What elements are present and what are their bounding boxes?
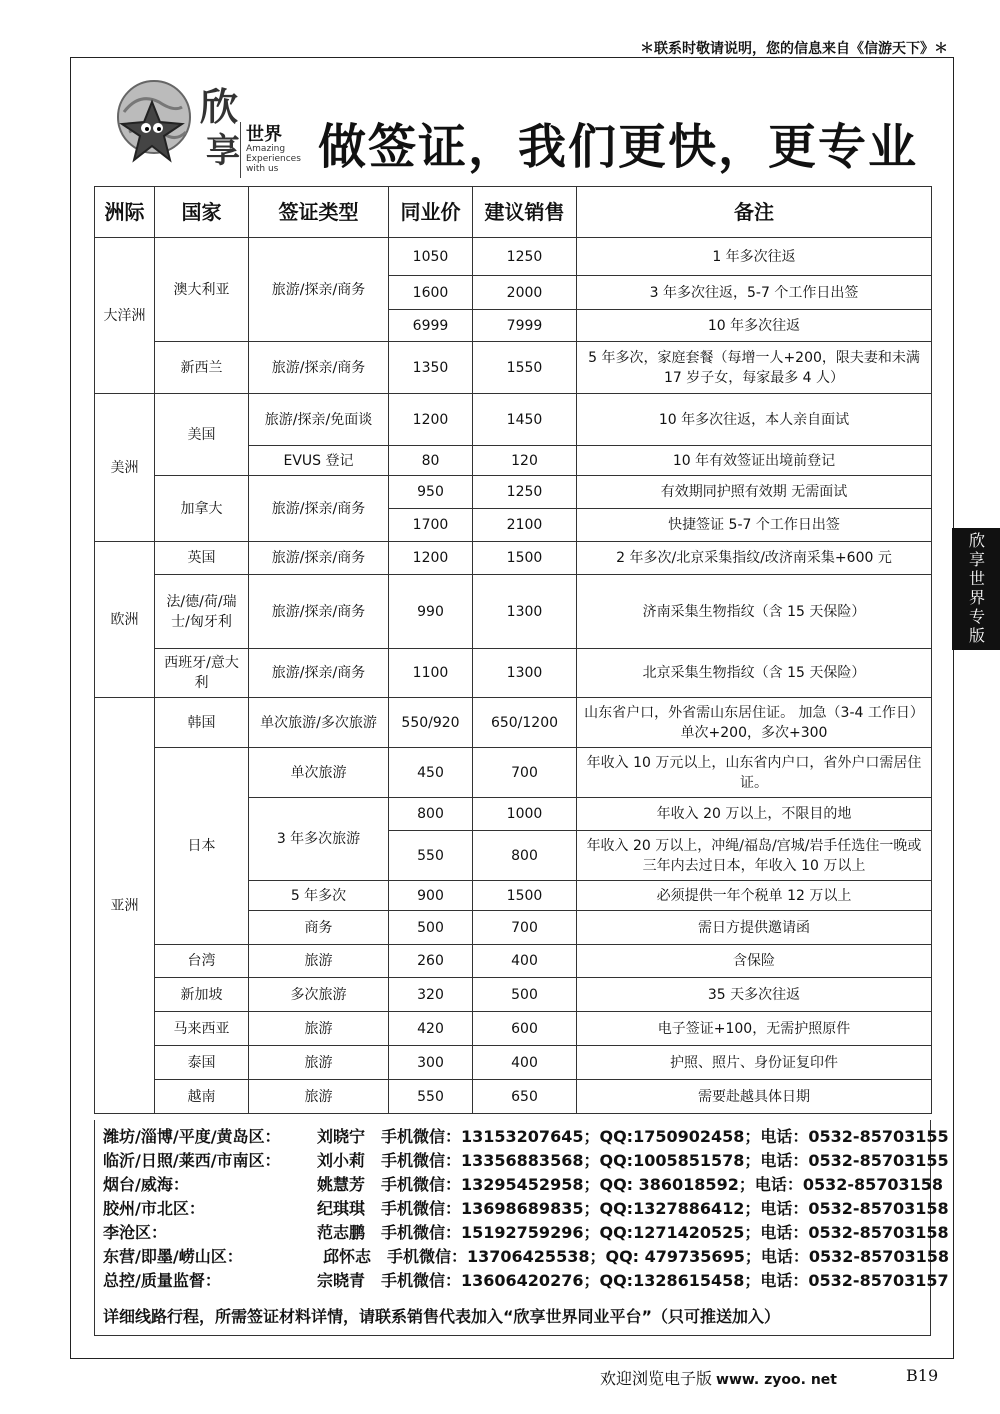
price-cell: 500: [389, 911, 473, 945]
continent-cell: 亚洲: [95, 698, 155, 1114]
side-section-tab: 欣享世界专版: [952, 528, 1000, 650]
country-cell: 韩国: [155, 698, 249, 748]
country-cell: 英国: [155, 542, 249, 575]
remark-cell: 3 年多次往返，5-7 个工作日出签: [577, 276, 932, 310]
country-cell: 法/德/荷/瑞士/匈牙利: [155, 575, 249, 649]
table-row: [95, 649, 932, 698]
country-cell: 越南: [155, 1080, 249, 1114]
table-row: [95, 945, 932, 978]
svg-text:享: 享: [206, 131, 240, 171]
contact-region: 东营/即墨/崂山区：: [103, 1247, 243, 1266]
remark-cell: 含保险: [577, 945, 932, 978]
welcome-text: 欢迎浏览电子版: [600, 1369, 713, 1388]
table-row: [95, 476, 932, 509]
visa-type-cell: 旅游/探亲/商务: [249, 342, 389, 394]
remark-cell: 2 年多次/北京采集指纹/改济南采集+600 元: [577, 542, 932, 575]
price-cell: 80: [389, 446, 473, 476]
contact-list: [94, 1120, 950, 1336]
remark-cell: 10 年有效签证出境前登记: [577, 446, 932, 476]
bottom-welcome: [600, 1366, 837, 1389]
sale-cell: 400: [473, 945, 577, 978]
visa-type-cell: EVUS 登记: [249, 446, 389, 476]
visa-type-cell: 单次旅游/多次旅游: [249, 698, 389, 748]
remark-cell: 10 年多次往返，本人亲自面试: [577, 394, 932, 446]
contact-name: 姚慧芳: [317, 1175, 366, 1194]
remark-cell: 护照、照片、身份证复印件: [577, 1046, 932, 1080]
price-cell: 420: [389, 1012, 473, 1046]
sale-cell: 1250: [473, 238, 577, 276]
remark-cell: 年收入 10 万元以上，山东省内户口，省外户口需居住证。: [577, 748, 932, 798]
table-row: [95, 238, 932, 276]
price-cell: 900: [389, 881, 473, 911]
visa-type-cell: 旅游/探亲/商务: [249, 542, 389, 575]
visa-table: [94, 186, 931, 1114]
header-suggested-price: 建议销售: [473, 187, 577, 238]
header-remarks: 备注: [577, 187, 932, 238]
visa-type-cell: 旅游: [249, 1080, 389, 1114]
contact-info: 手机微信：13606420276；QQ:1328615458；电话：0532-85703157: [381, 1271, 949, 1290]
contact-info: 手机微信：13295452958；QQ: 386018592；电话：0532-85703158: [381, 1175, 944, 1194]
source-note: ＊联系时敬请说明，您的信息来自《信游天下》＊: [640, 41, 948, 57]
price-cell: 6999: [389, 310, 473, 342]
contact-name: 刘晓宁: [317, 1127, 366, 1146]
price-cell: 300: [389, 1046, 473, 1080]
contact-region: 临沂/日照/莱西/市南区：: [103, 1151, 281, 1170]
price-cell: 1200: [389, 542, 473, 575]
contact-region: 潍坊/淄博/平度/黄岛区：: [103, 1127, 281, 1146]
price-cell: 1700: [389, 509, 473, 542]
table-row: [95, 1046, 932, 1080]
sale-cell: 1500: [473, 881, 577, 911]
remark-cell: 北京采集生物指纹（含 15 天保险）: [577, 649, 932, 698]
sale-cell: 1450: [473, 394, 577, 446]
table-row: [95, 342, 932, 394]
sale-cell: 1000: [473, 798, 577, 831]
remark-cell: 电子签证+100，无需护照原件: [577, 1012, 932, 1046]
sale-cell: 700: [473, 911, 577, 945]
header-visa-type: 签证类型: [249, 187, 389, 238]
table-row: [95, 748, 932, 798]
visa-type-cell: 多次旅游: [249, 978, 389, 1012]
sale-cell: 400: [473, 1046, 577, 1080]
sale-cell: 7999: [473, 310, 577, 342]
remark-cell: 需日方提供邀请函: [577, 911, 932, 945]
logo-en-text: Amazing Experiences with us: [246, 144, 301, 174]
logo-cn-text: 世界: [246, 124, 282, 145]
header-trade-price: 同业价: [389, 187, 473, 238]
logo-divider: [240, 122, 241, 178]
price-cell: 950: [389, 476, 473, 509]
sale-cell: 500: [473, 978, 577, 1012]
contact-region: 李沧区：: [103, 1223, 168, 1242]
contact-name: 纪琪琪: [317, 1199, 366, 1218]
sale-cell: 1300: [473, 649, 577, 698]
continent-cell: 欧洲: [95, 542, 155, 698]
table-row: [95, 978, 932, 1012]
visa-type-cell: 旅游/探亲/商务: [249, 476, 389, 542]
remark-cell: 1 年多次往返: [577, 238, 932, 276]
country-cell: 加拿大: [155, 476, 249, 542]
country-cell: 新西兰: [155, 342, 249, 394]
price-cell: 260: [389, 945, 473, 978]
visa-type-cell: 3 年多次旅游: [249, 798, 389, 881]
sale-cell: 2000: [473, 276, 577, 310]
table-header: [95, 187, 932, 238]
sale-cell: 650/1200: [473, 698, 577, 748]
price-cell: 320: [389, 978, 473, 1012]
price-cell: 800: [389, 798, 473, 831]
table-row: [95, 698, 932, 748]
price-cell: 1100: [389, 649, 473, 698]
price-cell: 1200: [389, 394, 473, 446]
remark-cell: 快捷签证 5-7 个工作日出签: [577, 509, 932, 542]
sale-cell: 1500: [473, 542, 577, 575]
contact-name: 邱怀志: [323, 1247, 372, 1266]
contact-name: 宗晓青: [317, 1271, 366, 1290]
remark-cell: 35 天多次往返: [577, 978, 932, 1012]
visa-type-cell: 旅游: [249, 1046, 389, 1080]
header-country: 国家: [155, 187, 249, 238]
price-cell: 550: [389, 1080, 473, 1114]
remark-cell: 需要赴越具体日期: [577, 1080, 932, 1114]
contact-region: 总控/质量监督：: [103, 1271, 221, 1290]
table-row: [95, 575, 932, 649]
sale-cell: 120: [473, 446, 577, 476]
visa-type-cell: 商务: [249, 911, 389, 945]
svg-text:欣: 欣: [200, 84, 239, 129]
join-platform-note: 详细线路行程，所需签证材料详情，请联系销售代表加入“欣享世界同业平台”（只可推送加入）: [103, 1307, 781, 1326]
contact-region: 烟台/威海：: [103, 1175, 189, 1194]
price-cell: 550/920: [389, 698, 473, 748]
continent-cell: 美洲: [95, 394, 155, 542]
header-continent: 洲际: [95, 187, 155, 238]
country-cell: 澳大利亚: [155, 238, 249, 342]
contact-name: 刘小莉: [317, 1151, 366, 1170]
remark-cell: 有效期同护照有效期 无需面试: [577, 476, 932, 509]
price-cell: 450: [389, 748, 473, 798]
contact-info: 手机微信：13698689835；QQ:1327886412；电话：0532-85703158: [381, 1199, 949, 1218]
visa-type-cell: 旅游/探亲/商务: [249, 238, 389, 342]
price-cell: 550: [389, 831, 473, 881]
visa-type-cell: 旅游/探亲/商务: [249, 649, 389, 698]
remark-cell: 山东省户口，外省需山东居住证。 加急（3-4 工作日）单次+200，多次+300: [577, 698, 932, 748]
visa-type-cell: 旅游: [249, 1012, 389, 1046]
continent-cell: 大洋洲: [95, 238, 155, 394]
contact-info: 手机微信：13153207645；QQ:1750902458；电话：0532-85703155: [381, 1127, 949, 1146]
price-cell: 990: [389, 575, 473, 649]
visa-type-cell: 单次旅游: [249, 748, 389, 798]
sale-cell: 1300: [473, 575, 577, 649]
sale-cell: 2100: [473, 509, 577, 542]
remark-cell: 济南采集生物指纹（含 15 天保险）: [577, 575, 932, 649]
contact-region: 胶州/市北区：: [103, 1199, 205, 1218]
sale-cell: 600: [473, 1012, 577, 1046]
visa-type-cell: 5 年多次: [249, 881, 389, 911]
sale-cell: 650: [473, 1080, 577, 1114]
contact-info: 手机微信：15192759296；QQ:1271420525；电话：0532-85703158: [381, 1223, 949, 1242]
visa-type-cell: 旅游: [249, 945, 389, 978]
sale-cell: 1250: [473, 476, 577, 509]
table-row: [95, 1080, 932, 1114]
contact-info: 手机微信：13356883568；QQ:1005851578；电话：0532-85703155: [381, 1151, 949, 1170]
sale-cell: 800: [473, 831, 577, 881]
country-cell: 美国: [155, 394, 249, 476]
contact-name: 范志鹏: [317, 1223, 366, 1242]
visa-type-cell: 旅游/探亲/商务: [249, 575, 389, 649]
price-cell: 1600: [389, 276, 473, 310]
remark-cell: 年收入 20 万以上，不限目的地: [577, 798, 932, 831]
page-number: B19: [906, 1366, 939, 1385]
remark-cell: 5 年多次，家庭套餐（每增一人+200，限夫妻和未满 17 岁子女，每家最多 4 人）: [577, 342, 932, 394]
country-cell: 西班牙/意大利: [155, 649, 249, 698]
table-row: [95, 542, 932, 575]
website-link[interactable]: www. zyoo. net: [716, 1372, 837, 1388]
page-headline: 做签证，我们更快，更专业: [318, 119, 919, 175]
price-cell: 1350: [389, 342, 473, 394]
country-cell: 马来西亚: [155, 1012, 249, 1046]
remark-cell: 年收入 20 万以上，冲绳/福岛/宫城/岩手任选住一晚或三年内去过日本，年收入 10 万以上: [577, 831, 932, 881]
country-cell: 新加坡: [155, 978, 249, 1012]
remark-cell: 必须提供一年个税单 12 万以上: [577, 881, 932, 911]
country-cell: 泰国: [155, 1046, 249, 1080]
remark-cell: 10 年多次往返: [577, 310, 932, 342]
sale-cell: 1550: [473, 342, 577, 394]
sale-cell: 700: [473, 748, 577, 798]
price-cell: 1050: [389, 238, 473, 276]
table-row: [95, 1012, 932, 1046]
country-cell: 日本: [155, 748, 249, 945]
table-row: [95, 394, 932, 446]
country-cell: 台湾: [155, 945, 249, 978]
visa-type-cell: 旅游/探亲/免面谈: [249, 394, 389, 446]
contact-info: 手机微信：13706425538；QQ: 479735695；电话：0532-85703158: [387, 1247, 950, 1266]
